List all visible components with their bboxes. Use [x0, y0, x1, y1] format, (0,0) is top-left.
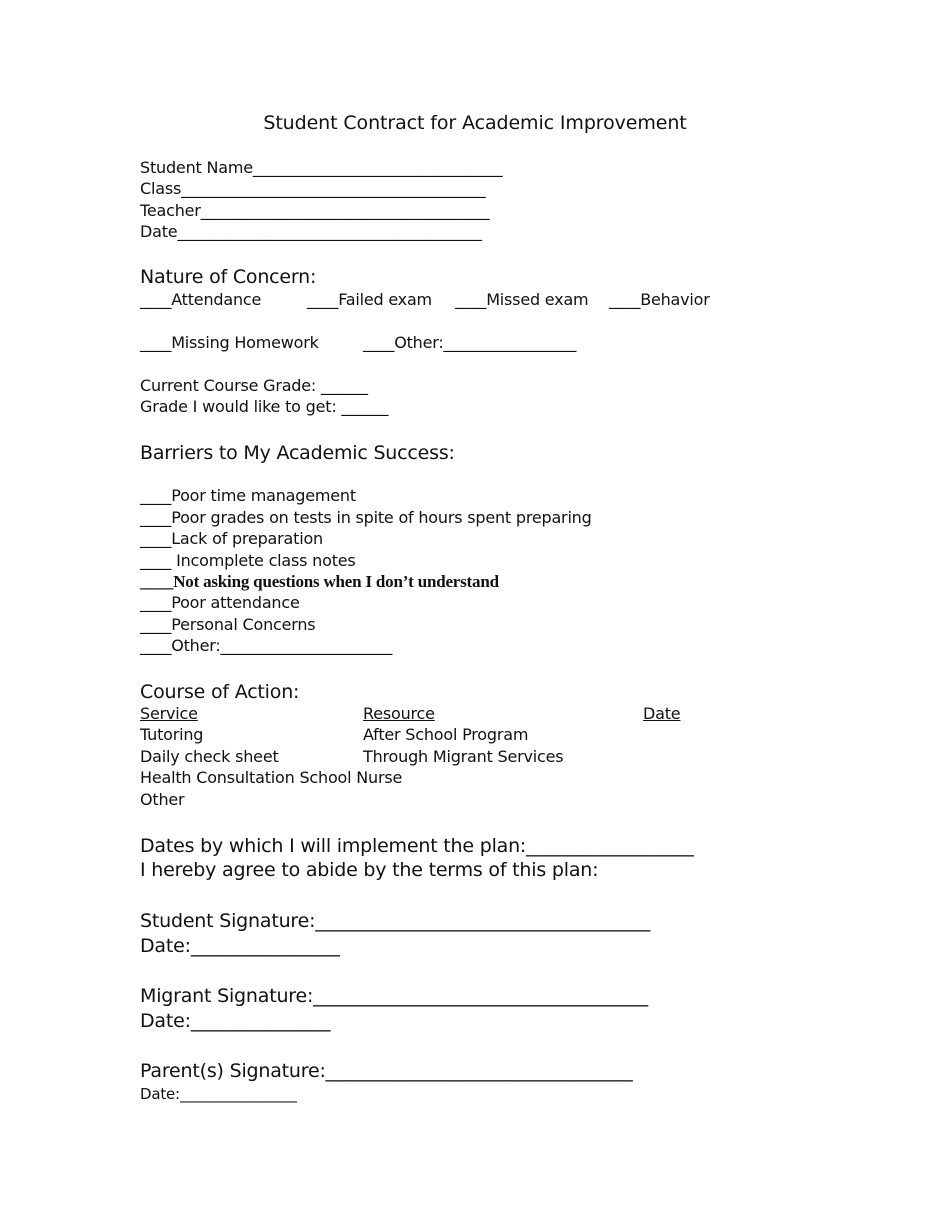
- student-signature-date[interactable]: Date:________________: [140, 935, 340, 957]
- barrier-item[interactable]: ____Not asking questions when I don’t understand: [140, 572, 499, 591]
- barrier-item[interactable]: ____Poor time management: [140, 486, 356, 505]
- action-resource-cell: Through Migrant Services: [363, 747, 564, 766]
- student-signature-field[interactable]: Student Signature:____________________________________: [140, 910, 651, 932]
- attendance-option[interactable]: ____Attendance: [140, 290, 262, 309]
- barrier-item[interactable]: ____Lack of preparation: [140, 529, 323, 548]
- nature-heading: Nature of Concern:: [140, 266, 317, 288]
- barrier-item[interactable]: ____Personal Concerns: [140, 615, 316, 634]
- column-header-service: Service: [140, 704, 198, 723]
- action-service-cell: Other: [140, 790, 185, 809]
- migrant-signature-field[interactable]: Migrant Signature:____________________________________: [140, 985, 648, 1007]
- action-service-cell: Tutoring: [140, 725, 204, 744]
- teacher-field[interactable]: Teacher_____________________________________: [140, 201, 490, 220]
- action-service-cell: Daily check sheet: [140, 747, 279, 766]
- migrant-signature-date[interactable]: Date:_______________: [140, 1010, 331, 1032]
- student-name-field[interactable]: Student Name________________________________: [140, 158, 503, 177]
- parent-signature-date[interactable]: Date:________________: [140, 1085, 297, 1103]
- column-header-resource: Resource: [363, 704, 435, 723]
- class-field[interactable]: Class_______________________________________: [140, 179, 486, 198]
- action-service-cell: Health Consultation School Nurse: [140, 768, 403, 787]
- column-header-date: Date: [643, 704, 681, 723]
- barriers-heading: Barriers to My Academic Success:: [140, 442, 455, 464]
- date-field[interactable]: Date_______________________________________: [140, 222, 482, 241]
- parent-signature-field[interactable]: Parent(s) Signature:_________________________________: [140, 1060, 633, 1082]
- action-heading: Course of Action:: [140, 681, 300, 703]
- missing-homework-option[interactable]: ____Missing Homework: [140, 333, 319, 352]
- desired-grade-field[interactable]: Grade I would like to get: ______: [140, 397, 389, 416]
- barrier-item[interactable]: ____Poor attendance: [140, 593, 300, 612]
- barrier-item[interactable]: ____Poor grades on tests in spite of hours spent preparing: [140, 508, 592, 527]
- failed-exam-option[interactable]: ____Failed exam: [307, 290, 432, 309]
- other-concern-option[interactable]: ____Other:_________________: [363, 333, 577, 352]
- missed-exam-option[interactable]: ____Missed exam: [455, 290, 589, 309]
- page-title: Student Contract for Academic Improvement: [263, 112, 687, 134]
- agreement-statement: I hereby agree to abide by the terms of this plan:: [140, 859, 599, 881]
- action-resource-cell: After School Program: [363, 725, 529, 744]
- behavior-option[interactable]: ____Behavior: [609, 290, 710, 309]
- barrier-item[interactable]: ____Other:______________________: [140, 636, 393, 655]
- current-grade-field[interactable]: Current Course Grade: ______: [140, 376, 368, 395]
- implementation-dates-field[interactable]: Dates by which I will implement the plan:__________________: [140, 835, 694, 857]
- barrier-item[interactable]: ____ Incomplete class notes: [140, 551, 356, 570]
